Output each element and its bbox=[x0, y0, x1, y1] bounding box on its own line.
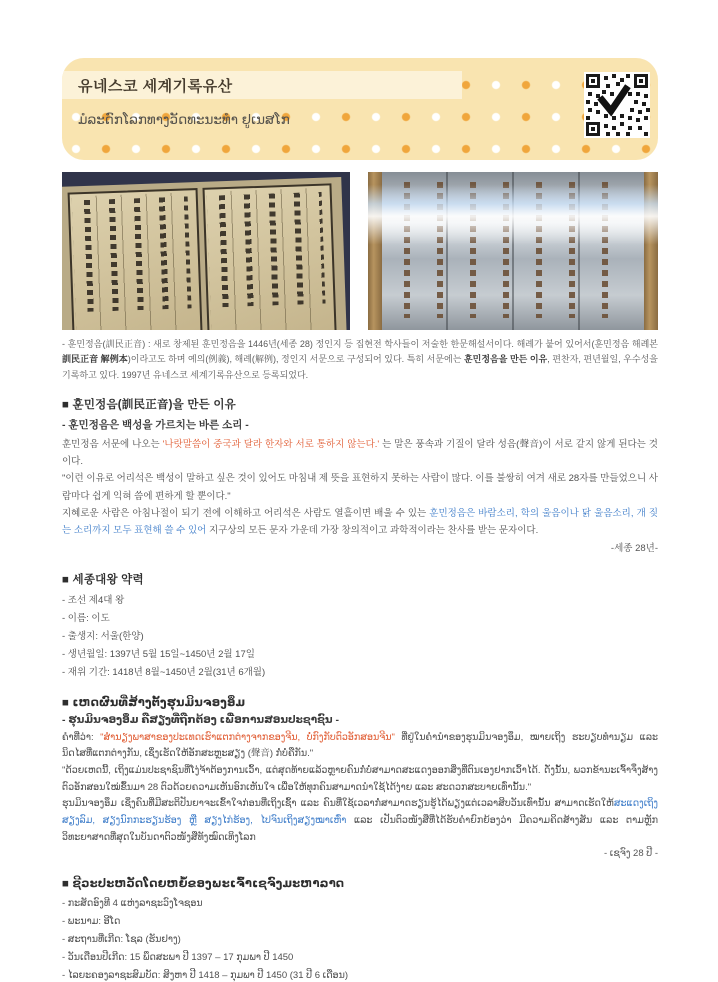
list-item: - ໄລຍະຄອງລາຊະສົມບັດ: ສິງຫາ ປີ 1418 – ກຸມພາ ປີ 1450 (31 ປີ 6 ເດືອນ) bbox=[62, 970, 348, 982]
attribution-sejong-ko: -세종 28년- bbox=[610, 542, 658, 554]
wood-frame-right bbox=[644, 172, 658, 330]
list-item: - 이름: 이도 bbox=[62, 612, 110, 624]
section-heading-profile-lo: ■ ຊີວະປະຫວັດໂດຍຫຍໍ້ຂອງພະເຈົ້າເຊຈົງມະຫາລາດ bbox=[62, 877, 345, 890]
list-item: - 조선 제4대 왕 bbox=[62, 594, 125, 606]
paragraph-reason-lo-2: "ດ້ວຍເຫດນີ້, ເຖິງແມ່ນປະຊາຊົນທີ່ໂງ່ຈ້າຕ້ອງການເວົ້າ, ແຕ່ສຸດທ້າຍແລ້ວຫຼາຍຄົນກໍ່ບໍ່ສາມາດສະແດງອອກສິ່ງທີ່ຕົນເອງຢາກເວົ້າໄດ້. ດັ່ງນັ້ນ, ພວກຂ້ານະເຈົ້າຈຶ່ງສ້າງຕົວອັກສອນໃໝ່ຂຶ້ນມາ 28 ຕົວດ້ວຍຄວາມເຫັນອົກເຫັນໃຈ ເພື່ອໃຫ້ທຸກຄົນສາມາດນຳໃຊ້ໄດ້ງ່າຍ ແລະ ສະດວກສະບາຍເທົ່ານັ້ນ." bbox=[62, 765, 658, 793]
hunminjeongeum-metal-panel-photo bbox=[368, 172, 658, 330]
attribution-sejong-lo: - ເຊຈົງ 28 ປີ - bbox=[604, 848, 658, 860]
page-subtitle-lao: ມໍລະດົກໂລກທາງວັດທະນະທຳ ຢູເນສໂກ bbox=[78, 112, 290, 127]
paragraph-reason-lo-1: ຄຳທີ່ວ່າ: "ສຳນຽງພາສາຂອງປະເທດເຮົາແຕກຕ່າງຈາກຂອງຈີນ, ບໍ່ກົງກັບຕົວອັກສອນຈີນ" ທີ່ຢູ່ໃນຄຳນຳຂອງຮຸນມິນຈອງອຶມ, ໝາຍເຖິງ ຮະບຽບທຳນຽມ ແລະ ນິດໄສທີ່ແຕກຕ່າງກັນ, ເຊິ່ງເຮັດໃຫ້ອັກສະຫຼະສຽງ (聲音) ກໍ່ບໍ່ຄືກັນ." bbox=[62, 731, 658, 760]
list-item: - 출생지: 서울(한양) bbox=[62, 630, 144, 642]
header-banner bbox=[62, 58, 658, 160]
list-item: - ສະຖານທີ່ເກີດ: ໂຊລ (ຮັນຢາງ) bbox=[62, 933, 181, 945]
page-title: 유네스코 세계기록유산 bbox=[78, 78, 233, 95]
paragraph-reason-ko-3: 지혜로운 사람은 아침나절이 되기 전에 이해하고 어리석은 사람도 열흘이면 배울 수 있는 훈민정음은 바람소리, 학의 울음이나 닭 울음소리, 개 짖는 소리까지 모두 표현해 쓸 수 있어 지구상의 모든 문자 가운데 가장 창의적이고 과학적이라는 찬사를 받는 문자이다. bbox=[62, 508, 659, 537]
qr-code-icon bbox=[584, 72, 650, 138]
paragraph-reason-ko-1: 훈민정음 서문에 나오는 '나랏말씀이 중국과 달라 한자와 서로 통하지 않는다.' 는 말은 풍속과 기질이 달라 성음(聲音)이 서로 같지 않게 된다는 것이다. bbox=[62, 438, 658, 468]
section-heading-reason-ko: ■ 훈민정음(訓民正音)을 만든 이유 bbox=[62, 398, 236, 411]
paragraph-reason-lo-3: ຮຸນມິນຈອງອຶມ ເຊິ່ງຄົນທີ່ມີສະຕິປັນຍາຈະເຂົ້າໃຈກ່ອນທີ່ເຖິງເຊົ້າ ແລະ ຄົນທີ່ໃຊ້ເວລາກໍ່ສາມາດຮຽນຮູ້ໄດ້ພຽງແຕ່ເວລາສິບວັນເທົ່ານັ້ນ ສາມາດເຮັດໃຫ້ສະແດງເຖິງສຽງລົມ, ສຽງນົກກະຮຽນຮ້ອງ ຫຼື ສຽງໄກ່ຮ້ອງ, ໄປຈົນເຖິງສຽງໝາເຫົ່າ ແລະ ເປັນຕົວໜັງສືທີ່ໄດ້ຮັບຄຳຍົກຍ້ອງວ່າ ມີຄວາມຄິດສ້າງສັນ ແລະ ຕາມຫຼັກວິທະຍາສາດທີ່ສຸດໃນບັນດາຕົວໜັງສືທັງໝົດເທິງໂລກ bbox=[62, 798, 659, 843]
section-subtitle-reason-lo: - ຮຸນມິນຈອງອຶມ ຄືສຽງທີ່ຖືກຕ້ອງ ເພື່ອການສອນປະຊາຊົນ - bbox=[62, 713, 339, 726]
section-heading-reason-lo: ■ ເຫດຜົນທີ່ສ້າງຕັ້ງຮຸນມິນຈອງອຶມ bbox=[62, 696, 246, 709]
manuscript-book bbox=[62, 177, 347, 330]
list-item: - ພະນາມ: ອີໂດ bbox=[62, 915, 121, 927]
sejong-profile-list-ko bbox=[62, 592, 658, 682]
wood-frame-left bbox=[368, 172, 382, 330]
paragraph-reason-ko-2: "이런 이유로 어리석은 백성이 말하고 싶은 것이 있어도 마침내 제 뜻을 표현하지 못하는 사람이 많다. 이를 불쌍히 여겨 새로 28자를 만들었으니 사람마다 쉽게 익혀 씀에 편하게 할 뿐이다." bbox=[62, 473, 658, 502]
list-item: - 재위 기간: 1418년 8월~1450년 2월(31년 6개월) bbox=[62, 666, 266, 678]
hunminjeongeum-manuscript-photo bbox=[62, 172, 350, 330]
section-heading-profile-ko: ■ 세종대왕 약력 bbox=[62, 573, 144, 586]
photo-row bbox=[62, 172, 658, 330]
sejong-profile-list-lo bbox=[62, 895, 658, 982]
list-item: - ວັນເດືອນປີເກີດ: 15 ພຶດສະພາ ປີ 1397 – 17 ກຸມພາ ປີ 1450 bbox=[62, 952, 294, 963]
list-item: - 생년월일: 1397년 5월 15일~1450년 2월 17일 bbox=[62, 648, 255, 660]
photo-caption: - 훈민정음(訓民正音) : 새로 창제된 훈민정음을 1446년(세종 28) 정인지 등 집현전 학사들이 저술한 한문해설서이다. 해례가 붙어 있어서(훈민정음 해례본 訓民正音 解例本)이라고도 하며 예의(例義), 해례(解例), 정인지 서문으로 구성되어 있다. 특히 서문에는 훈민정음을 만든 이유, 편찬자, 편년월일, 우수성을 기록하고 있다. 1997년 유네스코 세계기록유산으로 등록되었다. bbox=[62, 339, 659, 380]
section-subtitle-reason-ko: - 훈민정음은 백성을 가르치는 바른 소리 - bbox=[62, 418, 249, 431]
list-item: - ກະສັດອົງທີ 4 ແຫ່ງລາຊະວົງໂຈຊອນ bbox=[62, 897, 203, 909]
